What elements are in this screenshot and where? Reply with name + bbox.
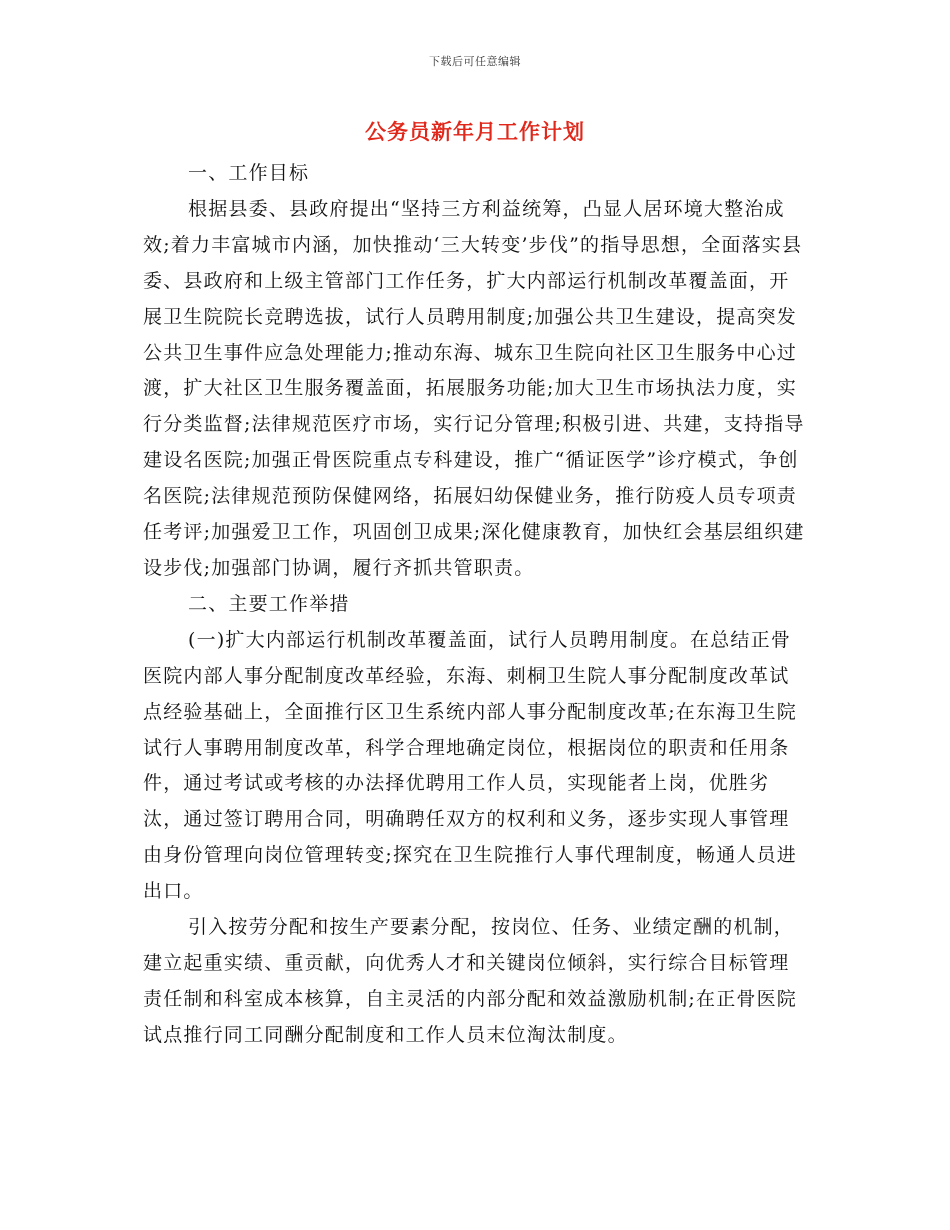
paragraph-goals: 根据县委、县政府提出“坚持三方利益统筹，凸显人居环境大整治成效;着力丰富城市内涵，加快推动‘三大转变’步伐”的指导思想，全面落实县委、县政府和上级主管部门工作任务，扩大内部运行机制改革覆盖面，开展卫生院院长竞聘选拔，试行人员聘用制度;加强公共卫生建设，提高突发公共卫生事件应急处理能力;推动东海、城东卫生院向社区卫生服务中心过渡，扩大社区卫生服务覆盖面，拓展服务功能;加大卫生市场执法力度，实行分类监督;法律规范医疗市场，实行记分管理;积极引进、共建，支持指导建设名医院;加强正骨医院重点专科建设，推广“循证医学”诊疗模式，争创名医院;法律规范预防保健网络，拓展妇幼保健业务，推行防疫人员专项责任考评;加强爱卫工作，巩固创卫成果;深化健康教育，加快红会基层组织建设步伐;加强部门协调，履行齐抓共管职责。 — [143, 197, 805, 579]
section-heading-measures: 二、主要工作举措 — [188, 592, 350, 615]
document-title: 公务员新年月工作计划 — [365, 119, 585, 144]
paragraph-measure-1: (一)扩大内部运行机制改革覆盖面，试行人员聘用制度。在总结正骨医院内部人事分配制度改革经验，东海、刺桐卫生院人事分配制度改革试点经验基础上，全面推行区卫生系统内部人事分配制度改革;在东海卫生院试行人事聘用制度改革，科学合理地确定岗位，根据岗位的职责和任用条件，通过考试或考核的办法择优聘用工作人员，实现能者上岗，优胜劣汰，通过签订聘用合同，明确聘任双方的权利和义务，逐步实现人事管理由身份管理向岗位管理转变;探究在卫生院推行人事代理制度，畅通人员进出口。 — [143, 628, 798, 903]
document-body — [143, 156, 808, 1054]
section-heading-goals: 一、工作目标 — [188, 162, 310, 184]
paragraph-measure-2: 引入按劳分配和按生产要素分配，按岗位、任务、业绩定酬的机制，建立起重实绩、重贡献，向优秀人才和关键岗位倾斜，实行综合目标管理责任制和科室成本核算，自主灵活的内部分配和效益激励机制;在正骨医院试点推行同工同酬分配制度和工作人员末位淘汰制度。 — [143, 916, 798, 1046]
header-note: 下载后可任意编辑 — [429, 55, 521, 68]
